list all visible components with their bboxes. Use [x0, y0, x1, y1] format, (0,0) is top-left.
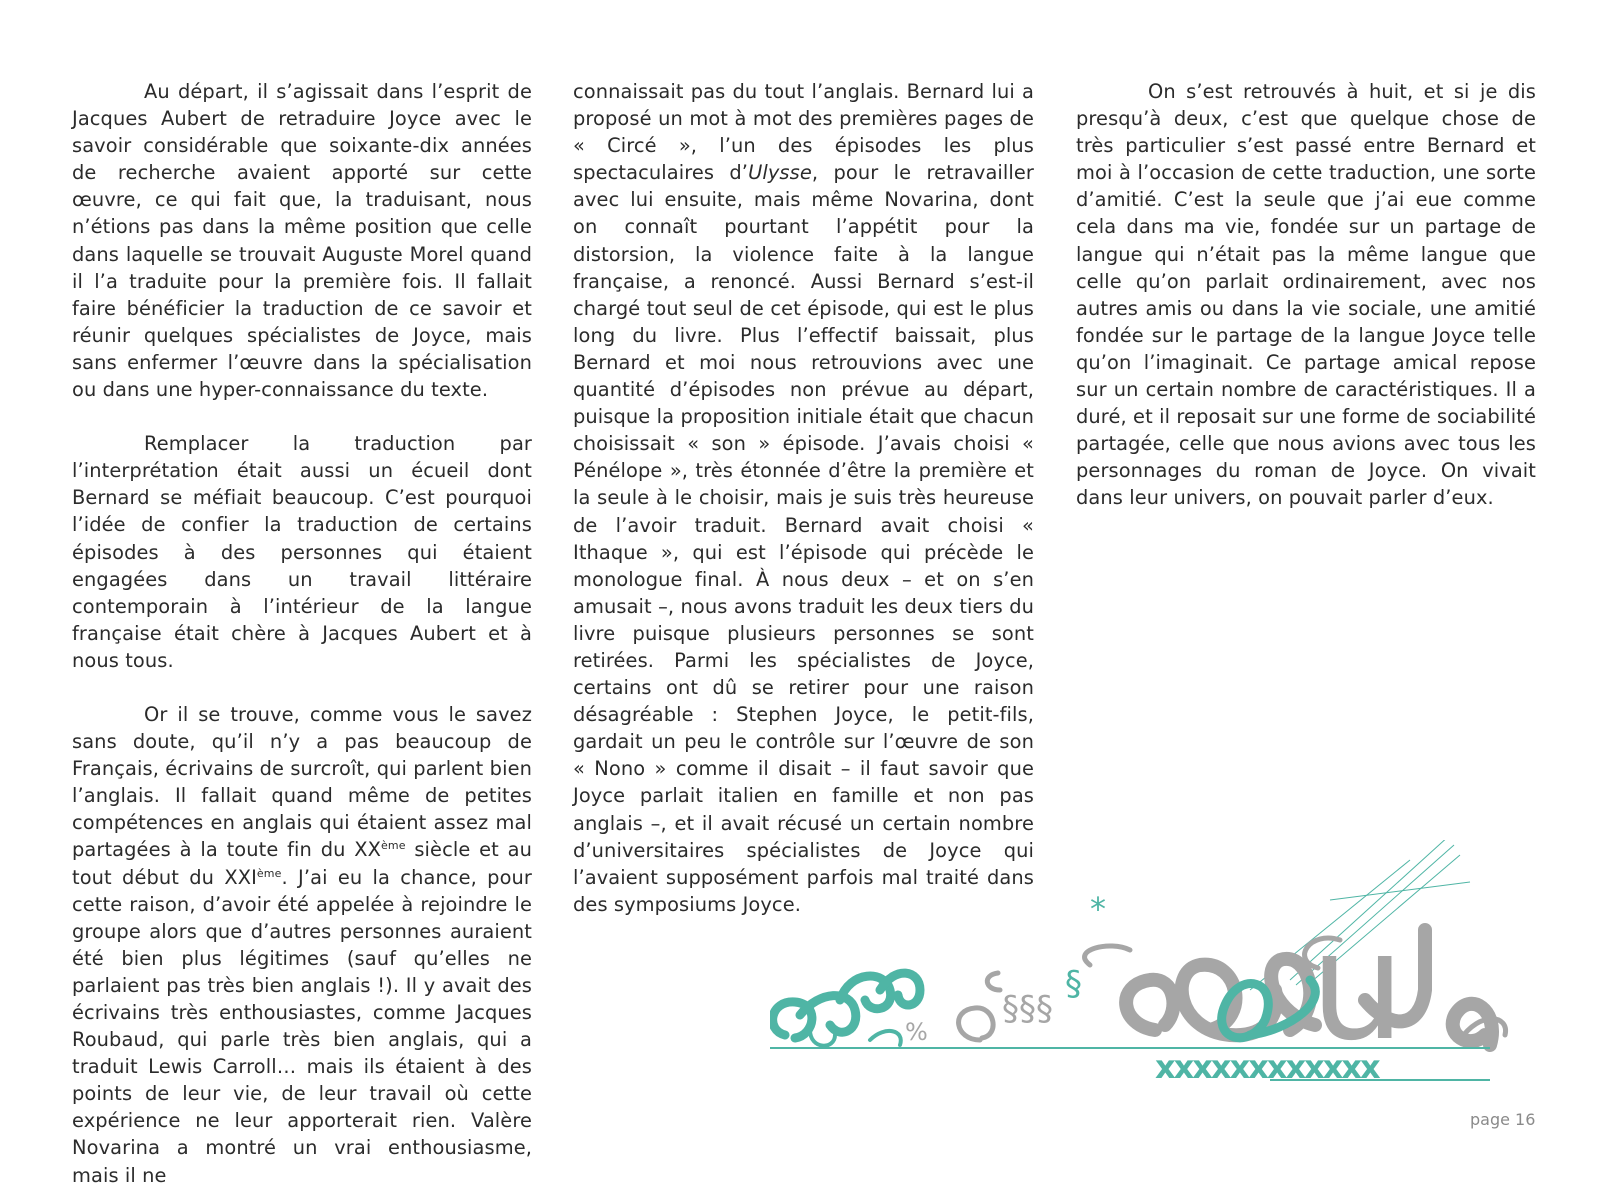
chain-pattern: xxxxxxxxxxxx — [1155, 1048, 1379, 1086]
text-column-2 — [573, 78, 1034, 918]
book-title: Ulysse — [748, 161, 812, 185]
paragraph: On s’est retrouvés à huit, et si je dis presqu’à deux, c’est que quelque chose de très particulier s’est passé entre Bernard et moi à l’occasion de cette traduction, une sorte d’amitié. C’est la seule que j’ai eue comme cela dans ma vie, fondée sur un partage de langue qui n’était pas la même langue que celle qu’on parlait ordinairement, avec nos autres amis ou dans la vie sociale, une amitié fondée sur le partage de la langue Joyce telle qu’on l’imaginait. Ce partage amical repose sur un certain nombre de caractéristiques. Il a duré, et il reposait sur une forme de sociabilité partagée, celle que nous avions avec tous les personnages du roman de Joyce. On vivait dans leur univers, on pouvait parler d’eux. — [1076, 80, 1536, 510]
superscript: ème — [381, 839, 406, 853]
section-sign-icon: §§§ — [1002, 989, 1053, 1029]
text-column-3 — [1076, 78, 1536, 512]
percent-icon: % — [905, 1018, 928, 1046]
text-run: connaissait pas du tout l’anglais. Bernard lui a proposé un mot à mot des premières pages de « Circé », l’un des épisodes les plus spectaculaires d’ — [573, 80, 1034, 185]
superscript: ème — [256, 866, 282, 880]
text-run: Or il se trouve, comme vous le savez sans doute, qu’il n’y a pas beaucoup de Français, écrivains de surcroît, qui parlent bien l’anglais. Il fallait quand même de petites compétences en anglais qui étaient assez mal partagées à la toute fin du XX — [72, 702, 532, 862]
page-number: page 16 — [1470, 1110, 1536, 1129]
teal-swirls-thin — [810, 1030, 901, 1046]
text-run: . J’ai eu la chance, pour cette raison, d’avoir été appelée à rejoindre le groupe alors que d’autres personnes auraient été bien plus légitimes (sauf qu’elles ne parlaient pas très bien anglais !). Il y avait des écrivains très enthousiastes, comme Jacques Roubaud, qui parle très bien anglais, qui a traduit Lewis Carroll… mais ils étaient à des points de leur vie, de leur travail où cette expérience ne leur apporterait rien. Valère Novarina a montré un vrai enthousiasme, mais il ne — [72, 865, 532, 1187]
u-glyph-icon: u — [1310, 900, 1406, 1074]
paragraph — [72, 701, 532, 1189]
paragraph — [573, 78, 1034, 918]
paragraph: Remplacer la traduction par l’interprétation était aussi un écueil dont Bernard se méfiait beaucoup. C’est pourquoi l’idée de confier la traduction de certains épisodes à des personnes qui étaient engagées dans un travail littéraire contemporain à l’intérieur de la langue française était chère à Jacques Aubert et à nous tous. — [72, 432, 532, 672]
text-column-1 — [72, 78, 532, 1189]
decorative-ornament — [770, 840, 1530, 1100]
star-icon: * — [1090, 890, 1106, 928]
text-run: , pour le retravailler avec lui ensuite, mais même Novarina, dont on connaît pourtant l’appétit pour la distorsion, la violence faite à la langue française, a renoncé. Aussi Bernard s’est-il chargé tout seul de cet épisode, qui est le plus long du livre. Plus l’effectif baissait, plus Bernard et moi nous retrouvions avec une quantité d’épisodes non prévue au départ, puisque la proposition initiale était que chacun choisissait « son » épisode. J’avais choisi « Pénélope », très étonnée d’être la première et la seule à le choisir, mais je suis très heureuse de l’avoir traduit. Bernard avait choisi « Ithaque », qui est l’épisode qui précède le monologue final. À nous deux – et on s’en amusait –, nous avons traduit les deux tiers du livre puisque plusieurs personnes se sont retirées. Parmi les spécialistes de Joyce, certains ont dû se retirer pour une raison désagréable : Stephen Joyce, le petit-fils, gardait un peu le contrôle sur l’œuvre de son « Nono » comme il disait – il faut savoir que Joyce parlait italien en famille et non pas anglais –, et il avait récusé un certain nombre d’universitaires spécialistes de Joyce qui l’avaient supposément parfois mal traité dans des symposiums Joyce. — [573, 161, 1034, 916]
text-run: siècle et au tout début du XXI — [72, 838, 532, 889]
paragraph: Au départ, il s’agissait dans l’esprit de Jacques Aubert de retraduire Joyce avec le savoir considérable que soixante-dix années de recherche avaient apporté sur cette œuvre, ce qui fait que, la traduisant, nous n’étions pas dans la même position que celle dans laquelle se trouvait Auguste Morel quand il l’a traduite pour la première fois. Il fallait faire bénéficier la traduction de ce savoir et réunir quelques spécialistes de Joyce, mais sans enfermer l’œuvre dans la spécialisation ou dans une hyper-connaissance du texte. — [72, 80, 532, 402]
section-sign-teal-icon: § — [1065, 964, 1082, 1004]
